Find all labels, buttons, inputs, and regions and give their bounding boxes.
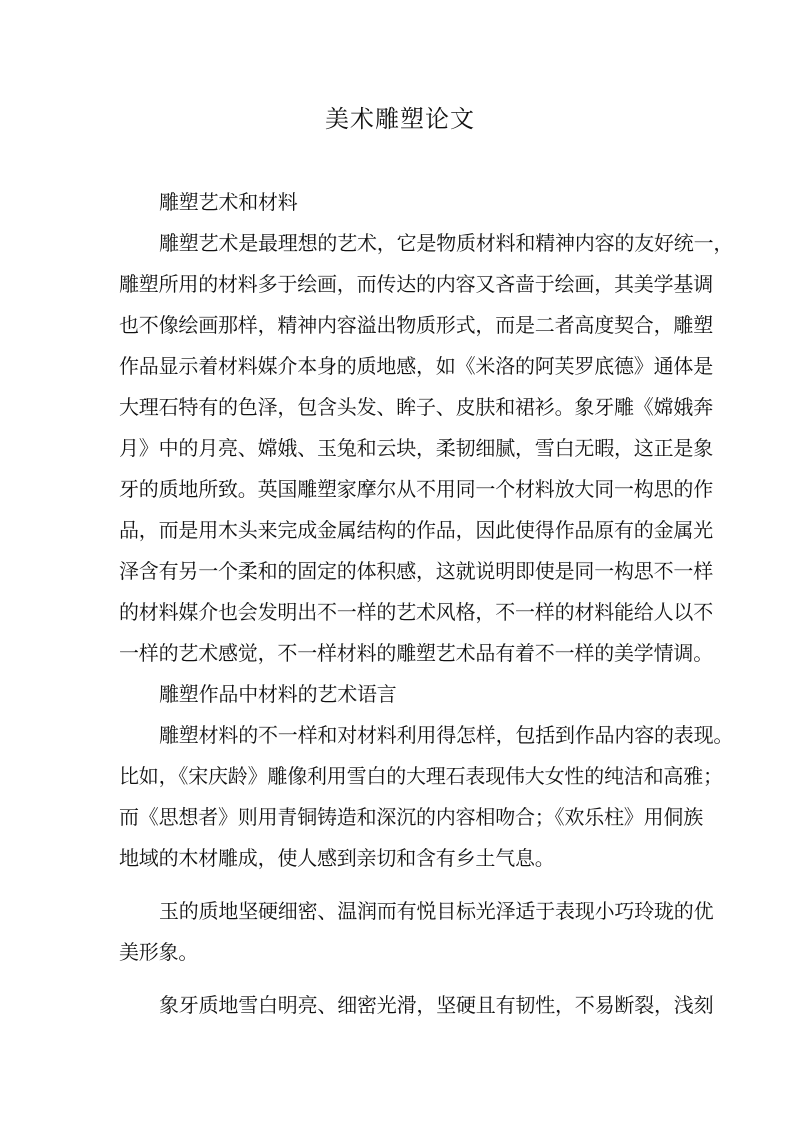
paragraph-line: 泽含有另一个柔和的固定的体积感，这就说明即使是同一构思不一样: [119, 559, 713, 583]
paragraph-line: 而《思想者》则用青铜铸造和深沉的内容相吻合；《欢乐柱》用侗族: [119, 805, 703, 829]
paragraph-line: 美形象。: [119, 940, 199, 964]
paragraph-line: 品，而是用木头来完成金属结构的作品，因此使得作品原有的金属光: [119, 518, 713, 542]
paragraph-line: 月》中的月亮、嫦娥、玉兔和云块，柔韧细腻，雪白无暇，这正是象: [119, 436, 713, 460]
heading-material-art-language: 雕塑作品中材料的艺术语言: [159, 682, 397, 706]
paragraph-line: 大理石特有的色泽，包含头发、眸子、皮肤和裙衫。象牙雕《嫦娥奔: [119, 395, 713, 419]
paragraph-line: 雕塑艺术是最理想的艺术，它是物质材料和精神内容的友好统一，: [159, 231, 734, 255]
paragraph-line: 的材料媒介也会发明出不一样的艺术风格，不一样的材料能给人以不: [119, 600, 713, 624]
paragraph-gap: [119, 973, 681, 985]
paragraph-line: 作品显示着材料媒介本身的质地感，如《米洛的阿芙罗底德》通体是: [119, 354, 713, 378]
heading-sculpture-art-and-materials: 雕塑艺术和材料: [159, 190, 298, 214]
paragraph-line: 雕塑所用的材料多于绘画，而传达的内容又吝啬于绘画，其美学基调: [119, 272, 713, 296]
paragraph-line: 象牙质地雪白明亮、细密光滑，坚硬且有韧性，不易断裂，浅刻: [159, 993, 714, 1017]
paragraph-line: 也不像绘画那样，精神内容溢出物质形式，而是二者高度契合，雕塑: [119, 313, 713, 337]
paragraph-line: 比如，《宋庆龄》雕像利用雪白的大理石表现伟大女性的纯洁和高雅；: [119, 764, 723, 788]
document-title: 美术雕塑论文: [325, 105, 475, 133]
paragraph-gap: [119, 879, 681, 891]
paragraph-line: 一样的艺术感觉，不一样材料的雕塑艺术品有着不一样的美学情调。: [119, 641, 713, 665]
paragraph-line: 地域的木材雕成，使人感到亲切和含有乡土气息。: [119, 846, 555, 870]
document-body: [119, 182, 734, 1026]
paragraph-line: 雕塑材料的不一样和对材料利用得怎样，包括到作品内容的表现。: [159, 723, 734, 747]
paragraph-line: 玉的质地坚硬细密、温润而有悦目标光泽适于表现小巧玲珑的优: [159, 899, 714, 923]
paragraph-line: 牙的质地所致。英国雕塑家摩尔从不用同一个材料放大同一构思的作: [119, 477, 713, 501]
